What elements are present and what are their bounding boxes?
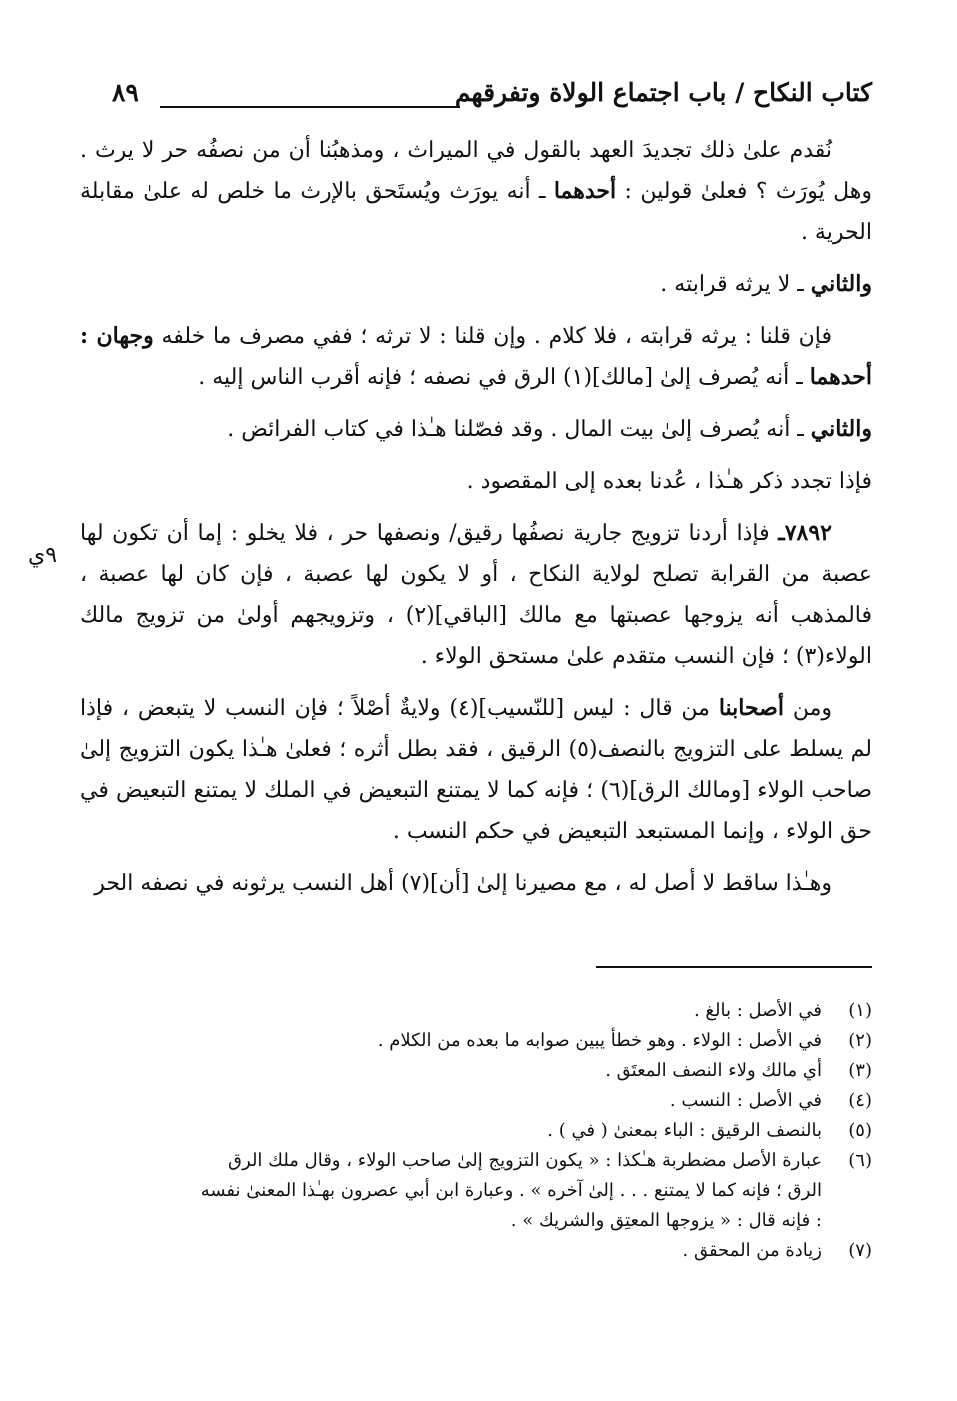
footnote-5 <box>200 1116 872 1146</box>
footnote-4 <box>200 1086 872 1116</box>
footnote-rule <box>596 966 872 968</box>
main-text <box>80 130 872 915</box>
footnote-3 <box>200 1056 872 1086</box>
page-header <box>112 78 872 118</box>
footnote-number: (٥) <box>848 1120 872 1141</box>
paragraph-1-text: نُقدم علىٰ ذلك تجديدَ العهد بالقول في الميراث ، ومذهبُنا أن من نصفُه حر لا يرث . وهل يُورَث ؟ فعلىٰ قولين : <box>80 138 872 204</box>
paragraph-4 <box>80 409 872 450</box>
paragraph-7 <box>80 688 872 852</box>
paragraph-7-rest: من قال : ليس [للنّسيب](٤) ولايةٌ أصْلاً ؛ فإن النسب لا يتبعض ، فإذا لم يسلط على التزويج بالنصف(٥) الرقيق ، فقد بطل أثره ؛ فعلىٰ هـٰذا يكون التزويج إلىٰ صاحب الولاء [ومالك الرق](٦) ؛ فإنه كما لا يمتنع التبعيض في الملك لا يمتنع التبعيض في حق الولاء ، وإنما المستبعد التبعيض في حكم النسب . <box>80 696 873 844</box>
running-title: كتاب النكاح / باب اجتماع الولاة وتفرقهم <box>454 78 872 107</box>
footnote-7 <box>200 1236 872 1266</box>
paragraph-3-rest: ـ أنه يُصرف إلىٰ [مالك](١) الرق في نصفه ؛ فإنه أقرب الناس إليه . <box>198 365 803 390</box>
paragraph-1-rest: ـ أنه يورَث ويُستَحق بالإرث ما خلص له علىٰ مقابلة الحرية . <box>80 179 872 245</box>
paragraph-3-text: فإن قلنا : يرثه قرابته ، فلا كلام . وإن قلنا : لا ترثه ؛ ففي مصرف ما خلفه <box>161 324 832 349</box>
footnote-text: عبارة الأصل مضطربة هـٰكذا : « يكون التزويج إلىٰ صاحب الولاء ، وقال ملك الرق الرق ؛ فإنه كما لا يمتنع . . . إلىٰ آخره » . وعبارة ابن أبي عصرون بهـٰذا المعنىٰ نفسه : فإنه قال : « يزوجها المعتِق والشريك » . <box>200 1150 822 1231</box>
footnote-1 <box>200 996 872 1026</box>
header-rule <box>160 106 460 108</box>
paragraph-2-rest: ـ لا يرثه قرابته . <box>660 272 804 297</box>
paragraph-1 <box>80 130 872 253</box>
footnote-number: (١) <box>848 1000 872 1021</box>
footnote-text: أي مالك ولاء النصف المعتَق . <box>605 1060 822 1081</box>
footnote-2 <box>200 1026 872 1056</box>
footnotes <box>200 996 872 1266</box>
marginal-folio-note: ٩ي <box>28 543 58 568</box>
paragraph-4-emphasis: والثاني <box>810 416 872 442</box>
footnote-text: في الأصل : النسب . <box>669 1090 822 1111</box>
footnote-number: (٢) <box>848 1030 872 1051</box>
paragraph-3 <box>80 316 872 398</box>
paragraph-7-emphasis: أصحابنا <box>718 695 784 721</box>
paragraph-6-text: فإذا أردنا تزويج جارية نصفُها رقيق/ ونصفها حر ، فلا يخلو : إما أن تكون لها عصبة من القرابة تصلح لولاية النكاح ، أو لا يكون لها عصبة ، فإن كان لها عصبة ، فالمذهب أنه يزوجها عصبتها مع مالك [الباقي](٢) ، وتزويجهم أولىٰ من تزويج مالك الولاء(٣) ؛ فإن النسب متقدم علىٰ مستحق الولاء . <box>80 521 872 669</box>
issue-number: ٧٨٩٢ـ <box>778 520 832 546</box>
paragraph-3-emphasis: وجهان : أحدهما <box>80 323 872 390</box>
footnote-number: (٣) <box>848 1060 872 1081</box>
footnote-text: زيادة من المحقق . <box>682 1240 822 1261</box>
footnote-number: (٧) <box>848 1240 872 1261</box>
paragraph-1-emphasis: أحدهما <box>553 178 617 204</box>
paragraph-2 <box>80 264 872 305</box>
page-number: ٨٩ <box>112 78 139 107</box>
footnote-number: (٦) <box>848 1150 872 1171</box>
paragraph-5: فإذا تجدد ذكر هـٰذا ، عُدنا بعده إلى المقصود . <box>466 469 872 494</box>
paragraph-7-text: ومن <box>792 696 832 721</box>
paragraph-2-emphasis: والثاني <box>810 271 872 297</box>
paragraph-6 <box>80 513 872 677</box>
footnote-6 <box>200 1146 872 1236</box>
paragraph-4-rest: ـ أنه يُصرف إلىٰ بيت المال . وقد فصّلنا هـٰذا في كتاب الفرائض . <box>227 417 804 442</box>
paragraph-8: وهـٰذا ساقط لا أصل له ، مع مصيرنا إلىٰ [أن](٧) أهل النسب يرثونه في نصفه الحر <box>94 871 832 896</box>
footnote-text: بالنصف الرقيق : الباء بمعنىٰ ( في ) . <box>547 1120 822 1141</box>
footnote-text: في الأصل : بالغ . <box>693 1000 822 1021</box>
footnote-number: (٤) <box>848 1090 872 1111</box>
footnote-text: في الأصل : الولاء . وهو خطأ يبين صوابه ما بعده من الكلام . <box>377 1030 822 1051</box>
